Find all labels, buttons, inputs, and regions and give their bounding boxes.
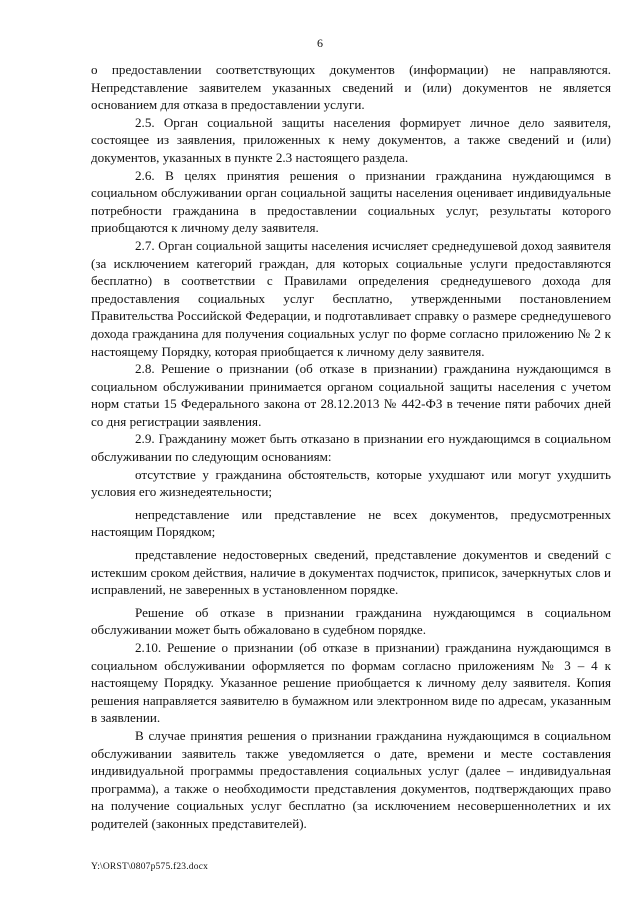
paragraph-continuation: о предоставлении соответствующих документов (информации) не направляются. Непредставление заявителем указанных сведений и (или) документов не является основанием для отказа в предоставлении услуги.: [91, 62, 611, 113]
paragraph-2-9: 2.9. Гражданину может быть отказано в признании его нуждающимся в социальном обслуживании по следующим основаниям:: [91, 431, 611, 465]
page-number: 6: [317, 36, 323, 50]
paragraph-notification: В случае принятия решения о признании гражданина нуждающимся в социальном обслуживании заявитель также уведомляется о дате, времени и месте составления индивидуальной программы предоставления социальных услуг (далее – индивидуальная программа), а также о необходимости представления документов, подтверждающих право на получение социальных услуг бесплатно (за исключением несовершеннолетних и их родителей (законных представителей).: [91, 727, 611, 831]
paragraph-2-10: 2.10. Решение о признании (об отказе в признании) гражданина нуждающимся в социальном обслуживании оформляется по формам согласно приложениям № 3 – 4 к настоящему Порядку. Указанное решение приобщается к личному делу заявителя. Копия решения направляется заявителю в бумажном или электронном виде по адресам, указанным в заявлении.: [91, 640, 611, 726]
refusal-ground-1: отсутствие у гражданина обстоятельств, которые ухудшают или могут ухудшить условия его жизнедеятельности;: [91, 466, 611, 500]
paragraph-2-7: 2.7. Орган социальной защиты населения исчисляет среднедушевой доход заявителя (за исключением категорий граждан, для которых социальные услуги предоставляются бесплатно) в соответствии с Правилами определения среднедушевого дохода для предоставления социальных услуг бесплатно, утвержденными постановлением Правительства Российской Федерации, и подготавливает справку о размере среднедушевого дохода гражданина для получения социальных услуг по форме согласно приложению № 2 к настоящему Порядку, которая приобщается к личному делу заявителя.: [91, 237, 611, 359]
paragraph-2-5: 2.5. Орган социальной защиты населения формирует личное дело заявителя, состоящее из заявления, приложенных к нему документов, а также сведений и (или) документов, указанных в пункте 2.3 настоящего раздела.: [91, 114, 611, 165]
paragraph-appeal: Решение об отказе в признании гражданина нуждающимся в социальном обслуживании может быть обжаловано в судебном порядке.: [91, 604, 611, 638]
footer-file-path: Y:\ORST\0807p575.f23.docx: [91, 862, 209, 872]
document-body: [91, 61, 611, 833]
paragraph-2-6: 2.6. В целях принятия решения о признании гражданина нуждающимся в социальном обслуживании орган социальной защиты населения оценивает индивидуальные потребности гражданина в предоставлении социальных услуг, результаты которого приобщаются к личному делу заявителя.: [91, 167, 611, 236]
paragraph-2-8: 2.8. Решение о признании (об отказе в признании) гражданина нуждающимся в социальном обслуживании принимается органом социальной защиты населения с учетом норм статьи 15 Федерального закона от 28.12.2013 № 442-ФЗ в течение пяти рабочих дней со дня регистрации заявления.: [91, 361, 611, 429]
refusal-ground-2: непредставление или представление не всех документов, предусмотренных настоящим Порядком;: [91, 506, 611, 540]
refusal-ground-3: представление недостоверных сведений, представление документов и сведений с истекшим сроком действия, наличие в документах подчисток, приписок, зачеркнутых слов и исправлений, не заверенных в установленном порядке.: [91, 547, 611, 598]
